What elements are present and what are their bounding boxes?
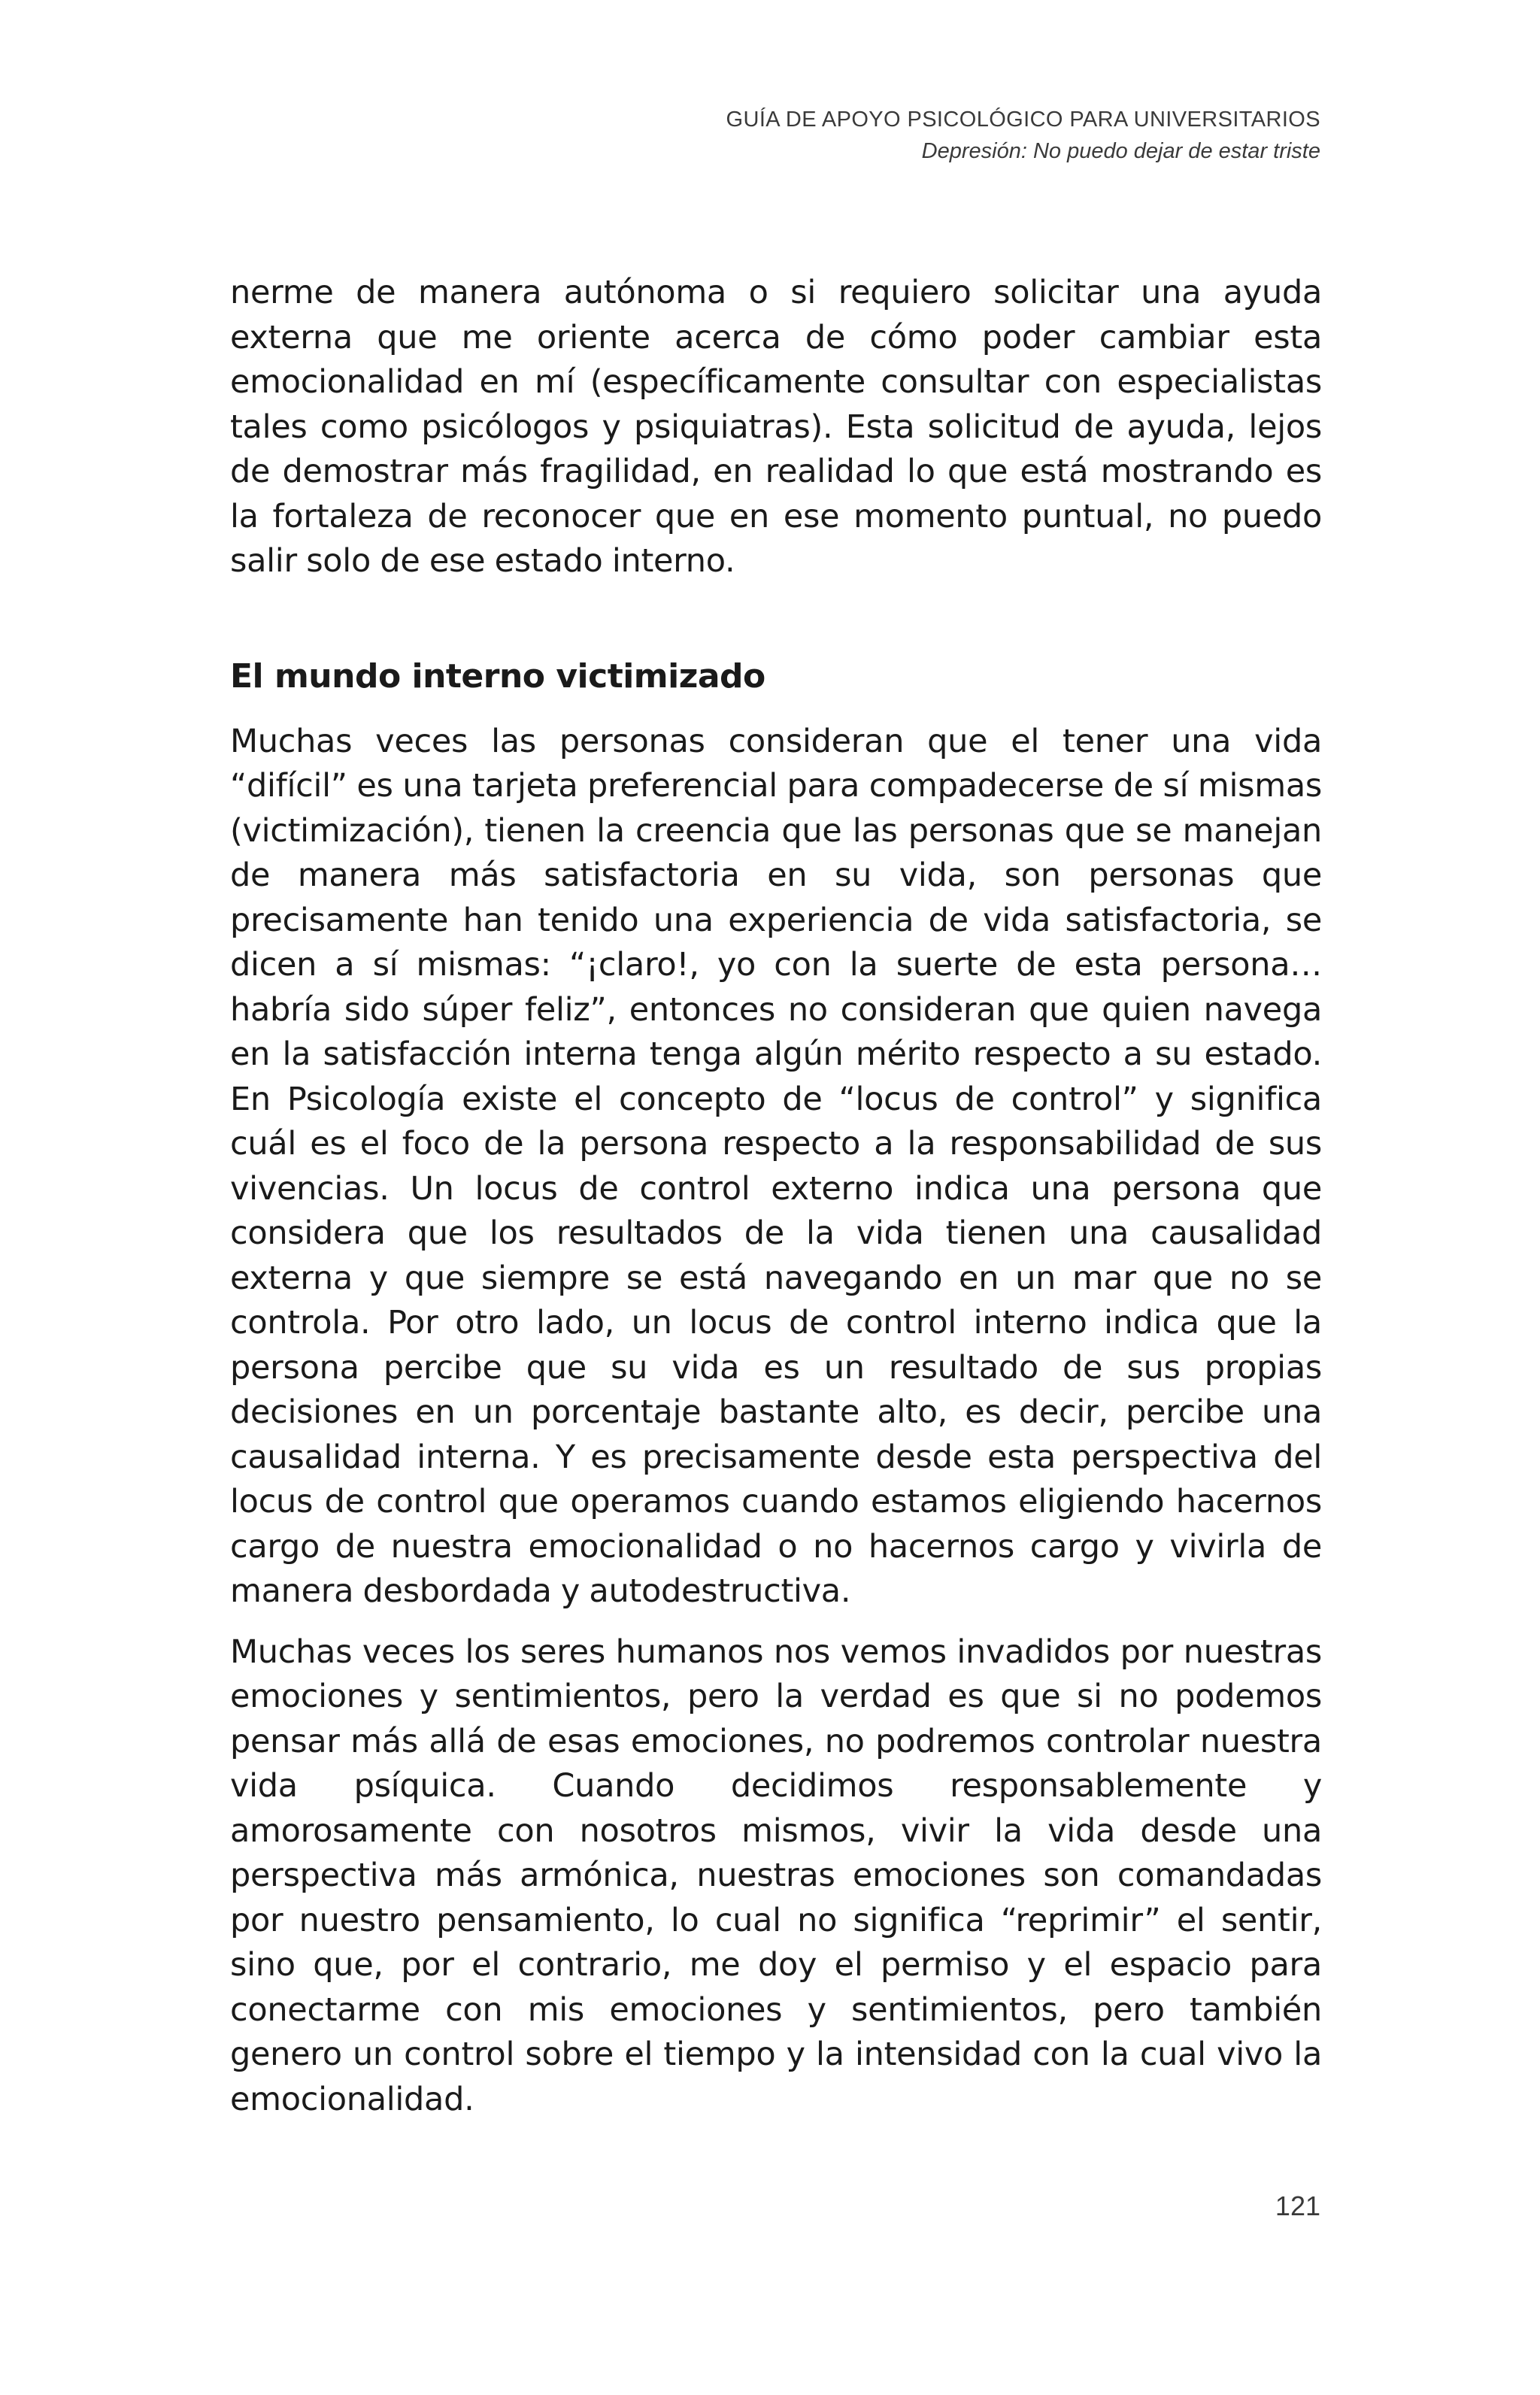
running-header xyxy=(726,104,1320,167)
victimization-paragraph: Muchas veces las personas consideran que el tener una vida “difícil” es una tarjeta preferencial para compadecerse de sí mismas (victimización), tienen la creencia que las personas que se manejan de manera más satisfactoria en su vida, son personas que precisamente han tenido una experiencia de vida satisfactoria, se dicen a sí mismas: “¡claro!, yo con la suerte de esta persona… habría sido súper feliz”, entonces no consideran que quien navega en la satisfacción interna tenga algún mérito respecto a su estado. En Psicología existe el concepto de “locus de control” y significa cuál es el foco de la persona respecto a la responsabilidad de sus vivencias. Un locus de control externo indica una persona que considera que los resultados de la vida tienen una causalidad externa y que siempre se está navegando en un mar que no se controla. Por otro lado, un locus de control interno indica que la persona percibe que su vida es un resultado de sus propias decisiones en un porcentaje bastante alto, es decir, percibe una causalidad interna. Y es precisamente desde esta perspectiva del locus de control que operamos cuando estamos eligiendo hacernos cargo de nuestra emocionalidad o no hacernos cargo y vivirla de manera desbordada y autodestructiva. xyxy=(230,722,1322,1610)
body-text xyxy=(230,271,1322,2122)
series-title: GUÍA DE APOYO PSICOLÓGICO PARA UNIVERSITARIOS xyxy=(726,108,1320,132)
chapter-title: Depresión: No puedo dejar de estar triste xyxy=(921,139,1320,163)
continuation-paragraph: nerme de manera autónoma o si requiero solicitar una ayuda externa que me oriente acerca de cómo poder cambiar esta emocionalidad en mí (específicamente consultar con especialistas tales como psicólogos y psiquiatras). Esta solicitud de ayuda, lejos de demostrar más fragilidad, en realidad lo que está mostrando es la fortaleza de reconocer que en ese momento puntual, no puedo salir solo de ese estado interno. xyxy=(230,274,1322,580)
page-number: 121 xyxy=(1275,2190,1320,2221)
emotions-paragraph: Muchas veces los seres humanos nos vemos invadidos por nuestras emociones y sentimientos, pero la verdad es que si no podemos pensar más allá de esas emociones, no podremos controlar nuestra vida psíquica. Cuando decidimos responsablemente y amorosamente con nosotros mismos, vivir la vida desde una perspectiva más armónica, nuestras emociones son comandadas por nuestro pensamiento, lo cual no significa “reprimir” el sentir, sino que, por el contrario, me doy el permiso y el espacio para conectarme con mis emociones y sentimientos, pero también genero un control sobre el tiempo y la intensidad con la cual vivo la emocionalidad. xyxy=(230,1633,1322,2118)
section-heading: El mundo interno victimizado xyxy=(230,656,765,696)
